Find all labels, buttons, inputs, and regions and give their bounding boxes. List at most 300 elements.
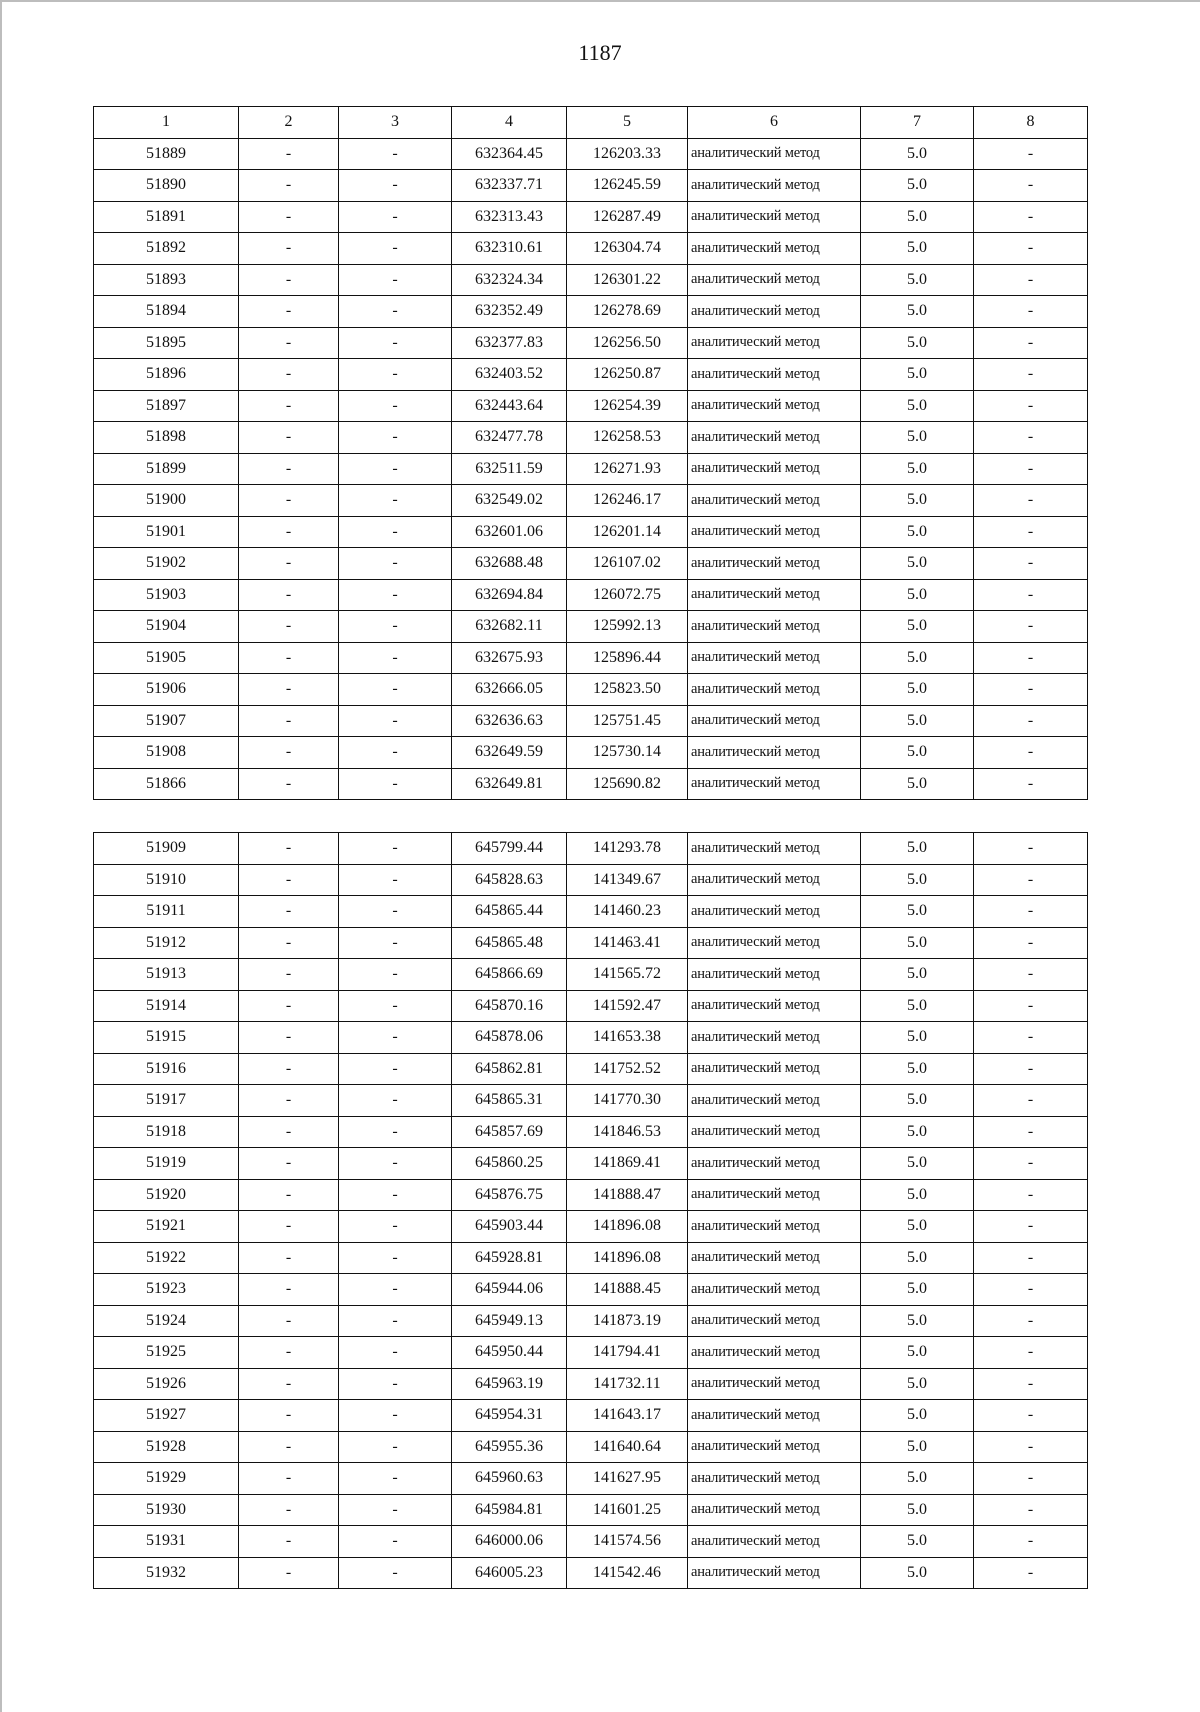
table-cell: 5.0 [861, 359, 974, 391]
table-cell: 5.0 [861, 485, 974, 517]
table-row [94, 359, 1088, 391]
table-cell: 5.0 [861, 1557, 974, 1589]
table-cell: аналитический метод [688, 453, 861, 485]
header-cell: 2 [239, 107, 339, 139]
table-cell: аналитический метод [688, 927, 861, 959]
table-cell: - [339, 579, 452, 611]
table-cell: - [239, 1337, 339, 1369]
table-cell: - [339, 548, 452, 580]
table-cell: - [974, 990, 1088, 1022]
table-cell: аналитический метод [688, 201, 861, 233]
table-cell: 51906 [94, 674, 239, 706]
table-cell: 126256.50 [567, 327, 688, 359]
table-cell: 632313.43 [452, 201, 567, 233]
table-row [94, 990, 1088, 1022]
table-cell: - [239, 990, 339, 1022]
header-cell: 8 [974, 107, 1088, 139]
table-row [94, 705, 1088, 737]
table-cell: 51926 [94, 1368, 239, 1400]
table-cell: 141752.52 [567, 1053, 688, 1085]
table-cell: 141627.95 [567, 1463, 688, 1495]
table-cell: - [239, 1179, 339, 1211]
table-cell: 51893 [94, 264, 239, 296]
table-cell: аналитический метод [688, 1242, 861, 1274]
table-cell: аналитический метод [688, 896, 861, 928]
table-row [94, 1494, 1088, 1526]
table-cell: 51932 [94, 1557, 239, 1589]
table-cell: 141643.17 [567, 1400, 688, 1432]
table-cell: 5.0 [861, 833, 974, 865]
table-cell: 5.0 [861, 1116, 974, 1148]
table-cell: 126301.22 [567, 264, 688, 296]
table-cell: 51908 [94, 737, 239, 769]
table-cell: 141574.56 [567, 1526, 688, 1558]
table-row [94, 1116, 1088, 1148]
table-cell: - [339, 1494, 452, 1526]
table-cell: 645876.75 [452, 1179, 567, 1211]
table-cell: 5.0 [861, 990, 974, 1022]
table-cell: - [339, 642, 452, 674]
table-cell: - [239, 1305, 339, 1337]
table-cell: 141896.08 [567, 1211, 688, 1243]
table-cell: 141869.41 [567, 1148, 688, 1180]
table-cell: 141873.19 [567, 1305, 688, 1337]
table-cell: аналитический метод [688, 705, 861, 737]
table-cell: 141565.72 [567, 959, 688, 991]
table-cell: 126203.33 [567, 138, 688, 170]
table-cell: 5.0 [861, 1368, 974, 1400]
table-cell: 5.0 [861, 674, 974, 706]
table-cell: 51889 [94, 138, 239, 170]
table-cell: аналитический метод [688, 1116, 861, 1148]
page-number: 1187 [578, 40, 622, 65]
table-cell: 632324.34 [452, 264, 567, 296]
table-row [94, 548, 1088, 580]
table-cell: - [339, 1211, 452, 1243]
table-row [94, 959, 1088, 991]
scan-edge-left [0, 0, 2, 1712]
table-row [94, 1211, 1088, 1243]
table-cell: 645963.19 [452, 1368, 567, 1400]
table-cell: 141888.47 [567, 1179, 688, 1211]
table-row [94, 927, 1088, 959]
table-cell: - [974, 138, 1088, 170]
table-cell: 645865.31 [452, 1085, 567, 1117]
table-row [94, 1242, 1088, 1274]
table-row [94, 674, 1088, 706]
table-cell: - [339, 1463, 452, 1495]
table-cell: - [239, 1148, 339, 1180]
table-cell: 51917 [94, 1085, 239, 1117]
table-cell: 51921 [94, 1211, 239, 1243]
table-cell: - [974, 485, 1088, 517]
table-row [94, 579, 1088, 611]
table-cell: 645866.69 [452, 959, 567, 991]
table-cell: - [339, 927, 452, 959]
table-row [94, 896, 1088, 928]
table-row [94, 1463, 1088, 1495]
table-cell: аналитический метод [688, 1211, 861, 1243]
table-row [94, 485, 1088, 517]
table-cell: 5.0 [861, 705, 974, 737]
table-cell: 5.0 [861, 959, 974, 991]
table-cell: 645860.25 [452, 1148, 567, 1180]
table-cell: - [974, 390, 1088, 422]
table-cell: - [974, 1337, 1088, 1369]
table-cell: 646000.06 [452, 1526, 567, 1558]
table-cell: 126250.87 [567, 359, 688, 391]
table-cell: - [974, 927, 1088, 959]
table-cell: - [974, 548, 1088, 580]
table-cell: 51903 [94, 579, 239, 611]
table-cell: аналитический метод [688, 959, 861, 991]
table-cell: - [239, 548, 339, 580]
table-cell: 125690.82 [567, 768, 688, 800]
table-cell: аналитический метод [688, 990, 861, 1022]
table-cell: 5.0 [861, 1053, 974, 1085]
table-cell: аналитический метод [688, 359, 861, 391]
table-cell: 645870.16 [452, 990, 567, 1022]
table-cell: 51925 [94, 1337, 239, 1369]
table-cell: - [239, 611, 339, 643]
table-cell: 645857.69 [452, 1116, 567, 1148]
table-cell: 51927 [94, 1400, 239, 1432]
table-cell: - [974, 642, 1088, 674]
table-cell: 645984.81 [452, 1494, 567, 1526]
table-cell: 5.0 [861, 864, 974, 896]
table-cell: - [974, 201, 1088, 233]
table-cell: - [974, 1148, 1088, 1180]
table-row [94, 138, 1088, 170]
table-cell: 632377.83 [452, 327, 567, 359]
table-cell: - [974, 1085, 1088, 1117]
table-cell: - [239, 705, 339, 737]
table-cell: 632310.61 [452, 233, 567, 265]
table-cell: аналитический метод [688, 1463, 861, 1495]
table-cell: - [239, 927, 339, 959]
table-cell: - [974, 1116, 1088, 1148]
table-cell: - [974, 896, 1088, 928]
table-cell: 141349.67 [567, 864, 688, 896]
table-cell: 632649.81 [452, 768, 567, 800]
table-cell: 126271.93 [567, 453, 688, 485]
table-cell: аналитический метод [688, 1085, 861, 1117]
table-cell: аналитический метод [688, 170, 861, 202]
table-cell: - [974, 705, 1088, 737]
table-cell: 5.0 [861, 422, 974, 454]
table-cell: 632666.05 [452, 674, 567, 706]
table-cell: аналитический метод [688, 1022, 861, 1054]
header-cell: 4 [452, 107, 567, 139]
table-row [94, 1148, 1088, 1180]
table-cell: - [339, 1053, 452, 1085]
table-cell: аналитический метод [688, 1526, 861, 1558]
table-cell: 126254.39 [567, 390, 688, 422]
table-row [94, 390, 1088, 422]
table-cell: 141896.08 [567, 1242, 688, 1274]
table-row [94, 611, 1088, 643]
table-cell: - [239, 833, 339, 865]
table-cell: - [339, 485, 452, 517]
table-row [94, 1431, 1088, 1463]
table-row [94, 864, 1088, 896]
table-cell: - [974, 1022, 1088, 1054]
table-cell: 5.0 [861, 170, 974, 202]
table-cell: 51930 [94, 1494, 239, 1526]
table-row [94, 264, 1088, 296]
table-cell: 126287.49 [567, 201, 688, 233]
table-cell: аналитический метод [688, 1557, 861, 1589]
table-cell: - [239, 1085, 339, 1117]
table-cell: - [239, 264, 339, 296]
table-row [94, 1368, 1088, 1400]
table-cell: 5.0 [861, 1274, 974, 1306]
table-cell: 51900 [94, 485, 239, 517]
table-cell: 645950.44 [452, 1337, 567, 1369]
table-cell: - [974, 359, 1088, 391]
table-cell: 51931 [94, 1526, 239, 1558]
table-cell: 51929 [94, 1463, 239, 1495]
table-cell: 5.0 [861, 548, 974, 580]
table-cell: 632549.02 [452, 485, 567, 517]
table-cell: - [974, 422, 1088, 454]
table-cell: 5.0 [861, 611, 974, 643]
table-row [94, 737, 1088, 769]
table-cell: 645865.48 [452, 927, 567, 959]
table-row [94, 1022, 1088, 1054]
table-cell: 51919 [94, 1148, 239, 1180]
table-cell: - [239, 642, 339, 674]
header-cell: 5 [567, 107, 688, 139]
table-cell: аналитический метод [688, 1053, 861, 1085]
table-cell: 645865.44 [452, 896, 567, 928]
table-cell: - [974, 864, 1088, 896]
table-cell: - [239, 138, 339, 170]
table-cell: 646005.23 [452, 1557, 567, 1589]
table-cell: - [339, 453, 452, 485]
table-cell: аналитический метод [688, 579, 861, 611]
table-cell: - [339, 138, 452, 170]
table-cell: аналитический метод [688, 390, 861, 422]
table-cell: - [239, 296, 339, 328]
table-cell: 5.0 [861, 138, 974, 170]
table-cell: - [239, 768, 339, 800]
table-cell: 51923 [94, 1274, 239, 1306]
table-cell: 5.0 [861, 579, 974, 611]
table-cell: аналитический метод [688, 1305, 861, 1337]
table-cell: 632649.59 [452, 737, 567, 769]
table-cell: - [339, 1022, 452, 1054]
table-cell: 5.0 [861, 201, 974, 233]
table-cell: аналитический метод [688, 1400, 861, 1432]
table-cell: - [339, 674, 452, 706]
table-cell: аналитический метод [688, 233, 861, 265]
table-cell: 51918 [94, 1116, 239, 1148]
table-cell: 141542.46 [567, 1557, 688, 1589]
table-cell: 5.0 [861, 233, 974, 265]
table-cell: 5.0 [861, 390, 974, 422]
table-cell: - [239, 233, 339, 265]
table-cell: - [974, 233, 1088, 265]
table-cell: аналитический метод [688, 1368, 861, 1400]
table-cell: - [239, 1463, 339, 1495]
table-cell: 141463.41 [567, 927, 688, 959]
table-cell: 5.0 [861, 1022, 974, 1054]
table-cell: - [239, 390, 339, 422]
table-cell: 632477.78 [452, 422, 567, 454]
table-cell: 51914 [94, 990, 239, 1022]
table-cell: аналитический метод [688, 516, 861, 548]
table-cell: - [239, 737, 339, 769]
table-row [94, 768, 1088, 800]
table-cell: 126258.53 [567, 422, 688, 454]
table-cell: 141846.53 [567, 1116, 688, 1148]
table-cell: - [339, 296, 452, 328]
table-cell: аналитический метод [688, 485, 861, 517]
table-cell: аналитический метод [688, 1274, 861, 1306]
table-cell: - [339, 833, 452, 865]
table-cell: - [339, 1337, 452, 1369]
table-cell: 126245.59 [567, 170, 688, 202]
table-cell: - [339, 1526, 452, 1558]
table-cell: 51898 [94, 422, 239, 454]
table-cell: 51924 [94, 1305, 239, 1337]
table-cell: 5.0 [861, 1211, 974, 1243]
table-cell: - [339, 170, 452, 202]
table-cell: 5.0 [861, 1463, 974, 1495]
table-cell: аналитический метод [688, 864, 861, 896]
table-cell: - [339, 422, 452, 454]
table-cell: 51904 [94, 611, 239, 643]
table-cell: 632364.45 [452, 138, 567, 170]
table-cell: - [974, 1526, 1088, 1558]
table-row [94, 422, 1088, 454]
table-cell: - [239, 327, 339, 359]
table-cell: - [239, 1053, 339, 1085]
table-cell: 125896.44 [567, 642, 688, 674]
table-cell: 141293.78 [567, 833, 688, 865]
table-cell: аналитический метод [688, 138, 861, 170]
table-cell: 5.0 [861, 1085, 974, 1117]
table-cell: 51895 [94, 327, 239, 359]
table-cell: - [339, 1305, 452, 1337]
table-cell: 141640.64 [567, 1431, 688, 1463]
table-row [94, 201, 1088, 233]
table-cell: - [239, 959, 339, 991]
table-cell: 5.0 [861, 1148, 974, 1180]
table-cell: 5.0 [861, 516, 974, 548]
table-cell: - [339, 516, 452, 548]
table-cell: - [339, 1368, 452, 1400]
table-cell: - [239, 1274, 339, 1306]
table-cell: 125992.13 [567, 611, 688, 643]
header-cell: 1 [94, 107, 239, 139]
table-cell: 645949.13 [452, 1305, 567, 1337]
table-cell: - [339, 327, 452, 359]
table-cell: аналитический метод [688, 833, 861, 865]
table-cell: - [239, 422, 339, 454]
table-row [94, 516, 1088, 548]
table-cell: 5.0 [861, 1431, 974, 1463]
table-cell: - [239, 1242, 339, 1274]
table-cell: - [239, 1494, 339, 1526]
table-cell: 5.0 [861, 896, 974, 928]
table-cell: 645878.06 [452, 1022, 567, 1054]
table-cell: - [339, 359, 452, 391]
table-cell: 126304.74 [567, 233, 688, 265]
table-cell: аналитический метод [688, 422, 861, 454]
table-cell: аналитический метод [688, 548, 861, 580]
table-cell: 51915 [94, 1022, 239, 1054]
table-cell: - [974, 674, 1088, 706]
table-cell: 141592.47 [567, 990, 688, 1022]
table-cell: 141460.23 [567, 896, 688, 928]
table-cell: - [974, 1211, 1088, 1243]
table-cell: 51909 [94, 833, 239, 865]
table-cell: аналитический метод [688, 642, 861, 674]
table-cell: 632511.59 [452, 453, 567, 485]
table-row [94, 327, 1088, 359]
table-cell: 632352.49 [452, 296, 567, 328]
table-cell: - [239, 1116, 339, 1148]
table-cell: - [974, 579, 1088, 611]
table-row [94, 1053, 1088, 1085]
table-cell: - [239, 674, 339, 706]
table-cell: 141732.11 [567, 1368, 688, 1400]
table-cell: - [339, 1116, 452, 1148]
table-cell: 51920 [94, 1179, 239, 1211]
table-cell: - [974, 1274, 1088, 1306]
table-cell: 5.0 [861, 1400, 974, 1432]
table-cell: - [974, 611, 1088, 643]
table-cell: 645955.36 [452, 1431, 567, 1463]
table-cell: 51928 [94, 1431, 239, 1463]
table-cell: - [339, 959, 452, 991]
table-cell: 645862.81 [452, 1053, 567, 1085]
table-cell: 141601.25 [567, 1494, 688, 1526]
table-cell: 126246.17 [567, 485, 688, 517]
table-cell: аналитический метод [688, 737, 861, 769]
table-cell: - [239, 1526, 339, 1558]
table-cell: - [239, 170, 339, 202]
table-cell: - [239, 516, 339, 548]
table-cell: - [239, 359, 339, 391]
table-cell: - [339, 1431, 452, 1463]
header-row [94, 107, 1088, 139]
table-cell: - [339, 896, 452, 928]
table-cell: 5.0 [861, 927, 974, 959]
table-cell: 51905 [94, 642, 239, 674]
table-cell: - [974, 1463, 1088, 1495]
table-cell: - [339, 1242, 452, 1274]
table-cell: аналитический метод [688, 1179, 861, 1211]
table-cell: 645903.44 [452, 1211, 567, 1243]
table-row [94, 642, 1088, 674]
table-cell: - [239, 896, 339, 928]
table-cell: 5.0 [861, 1337, 974, 1369]
table-cell: - [974, 516, 1088, 548]
table-cell: - [239, 1557, 339, 1589]
table-row [94, 1557, 1088, 1589]
header-cell: 6 [688, 107, 861, 139]
table-cell: аналитический метод [688, 674, 861, 706]
table-cell: - [974, 959, 1088, 991]
table-row [94, 1274, 1088, 1306]
table-cell: - [239, 453, 339, 485]
table-cell: - [339, 1274, 452, 1306]
table-cell: 5.0 [861, 642, 974, 674]
table-cell: 51866 [94, 768, 239, 800]
